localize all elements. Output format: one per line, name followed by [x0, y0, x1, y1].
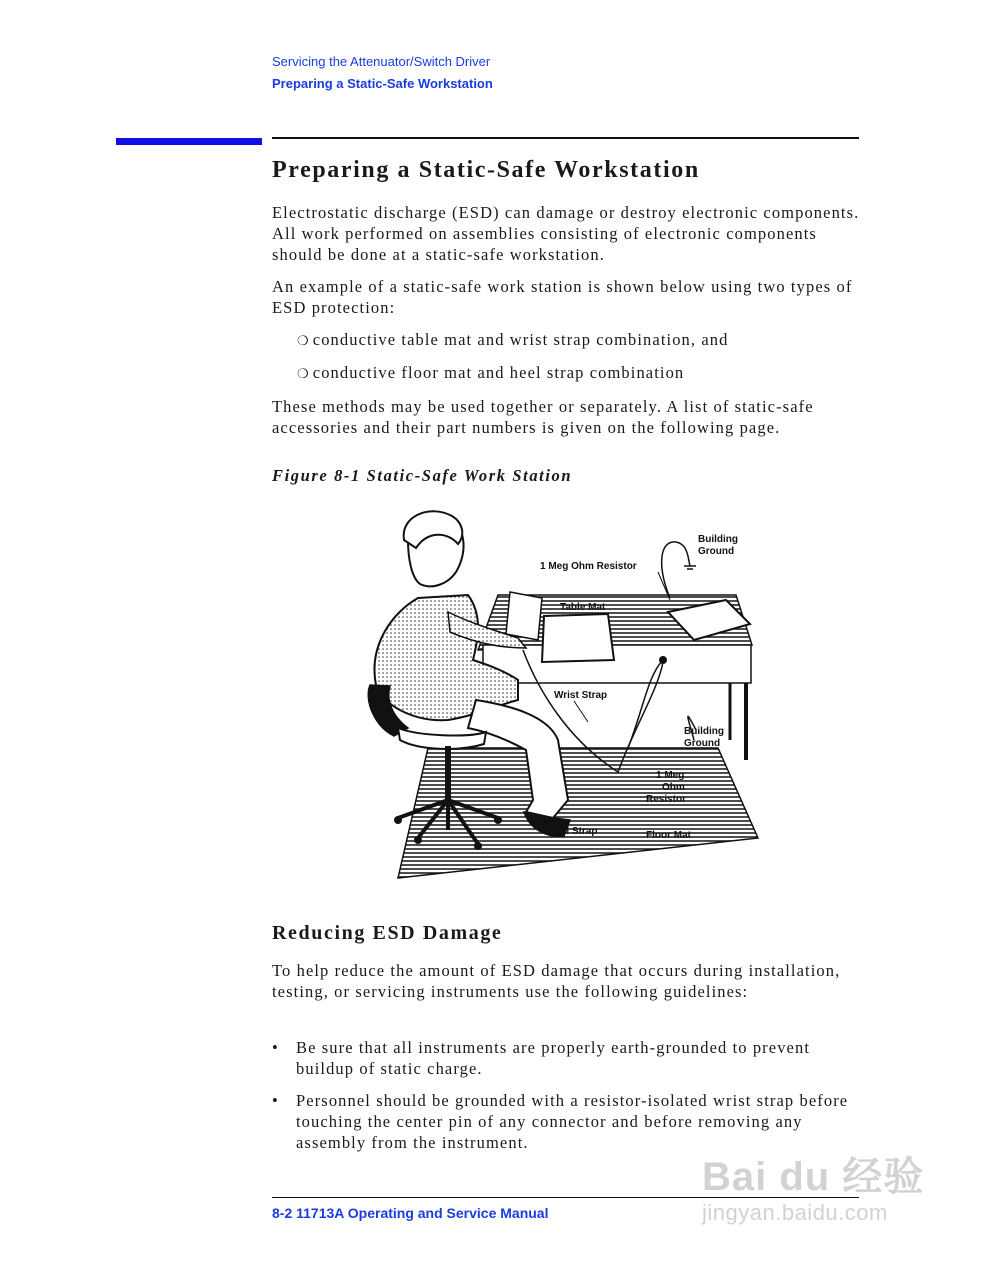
- list-item-text: conductive floor mat and heel strap combination: [312, 363, 685, 382]
- circle-bullet-icon: ❍: [297, 333, 310, 348]
- chair-wheel: [414, 836, 422, 844]
- list-item-text: Personnel should be grounded with a resistor-isolated wrist strap before touching the center pin of any connector and before removing any assembly from the instrument.: [296, 1091, 849, 1152]
- list-item: [297, 363, 684, 383]
- label-building-ground-bottom-1: Building: [684, 726, 724, 737]
- figure-caption: Figure 8-1 Static-Safe Work Station: [272, 466, 573, 485]
- label-table-mat: Table Mat: [560, 602, 606, 613]
- table-mat-pad: [542, 614, 614, 662]
- label-building-ground-bottom-2: Ground: [684, 738, 721, 749]
- list-item: [272, 1037, 862, 1079]
- label-resistor-bottom-2: Ohm: [662, 782, 685, 793]
- chair-wheel: [494, 816, 502, 824]
- label-resistor-bottom-1: 1 Meg: [656, 770, 685, 781]
- page-title: Preparing a Static-Safe Workstation: [272, 157, 700, 183]
- watermark-brand: Bai du 经验: [702, 1155, 925, 1199]
- intro-paragraph-2: An example of a static-safe work station is shown below using two types of ESD protection:: [272, 277, 853, 317]
- label-resistor-bottom-3: Resistor: [646, 794, 687, 805]
- chair-wheel: [394, 816, 402, 824]
- list-item: [272, 1090, 862, 1153]
- page-footer: 8-2 11713A Operating and Service Manual: [272, 1205, 549, 1221]
- watermark-url: jingyan.baidu.com: [702, 1200, 888, 1225]
- label-leader-line: [574, 701, 588, 722]
- static-safe-workstation-figure: [358, 500, 760, 884]
- intro-paragraph-1: Electrostatic discharge (ESD) can damage or destroy electronic components. All work performed on assemblies consisting of electronic components should be done at a static-safe workstation.: [272, 203, 860, 264]
- list-item-text: Be sure that all instruments are properly earth-grounded to prevent buildup of static charge.: [296, 1038, 811, 1078]
- section-marker-bar: [116, 138, 262, 145]
- bullet-icon: •: [272, 1091, 279, 1110]
- list-item: [297, 330, 728, 350]
- label-wrist-strap: Wrist Strap: [554, 690, 608, 701]
- paper-sheet: [506, 592, 542, 640]
- label-building-ground-top-1: Building: [698, 534, 738, 545]
- chair-seat: [398, 728, 486, 749]
- label-floor-mat: Floor Mat: [646, 830, 691, 841]
- chair-wheel: [474, 842, 482, 850]
- bullet-icon: •: [272, 1038, 279, 1057]
- label-resistor-top: 1 Meg Ohm Resistor: [540, 561, 637, 572]
- top-rule: [272, 137, 859, 139]
- label-building-ground-top-2: Ground: [698, 546, 735, 557]
- methods-paragraph: These methods may be used together or separately. A list of static-safe accessories and their part numbers is given on the following page.: [272, 397, 814, 437]
- header-section: Servicing the Attenuator/Switch Driver: [272, 54, 491, 69]
- circle-bullet-icon: ❍: [297, 366, 310, 381]
- header-subsection: Preparing a Static-Safe Workstation: [272, 76, 493, 91]
- watermark: [702, 1145, 924, 1226]
- label-heel-strap: Heel Strap: [548, 826, 598, 837]
- section-heading: Reducing ESD Damage: [272, 922, 503, 944]
- section-intro: To help reduce the amount of ESD damage that occurs during installation, testing, or servicing instruments use the following guidelines:: [272, 961, 841, 1001]
- floor-mat-shape: [398, 748, 758, 878]
- list-item-text: conductive table mat and wrist strap combination, and: [312, 330, 729, 349]
